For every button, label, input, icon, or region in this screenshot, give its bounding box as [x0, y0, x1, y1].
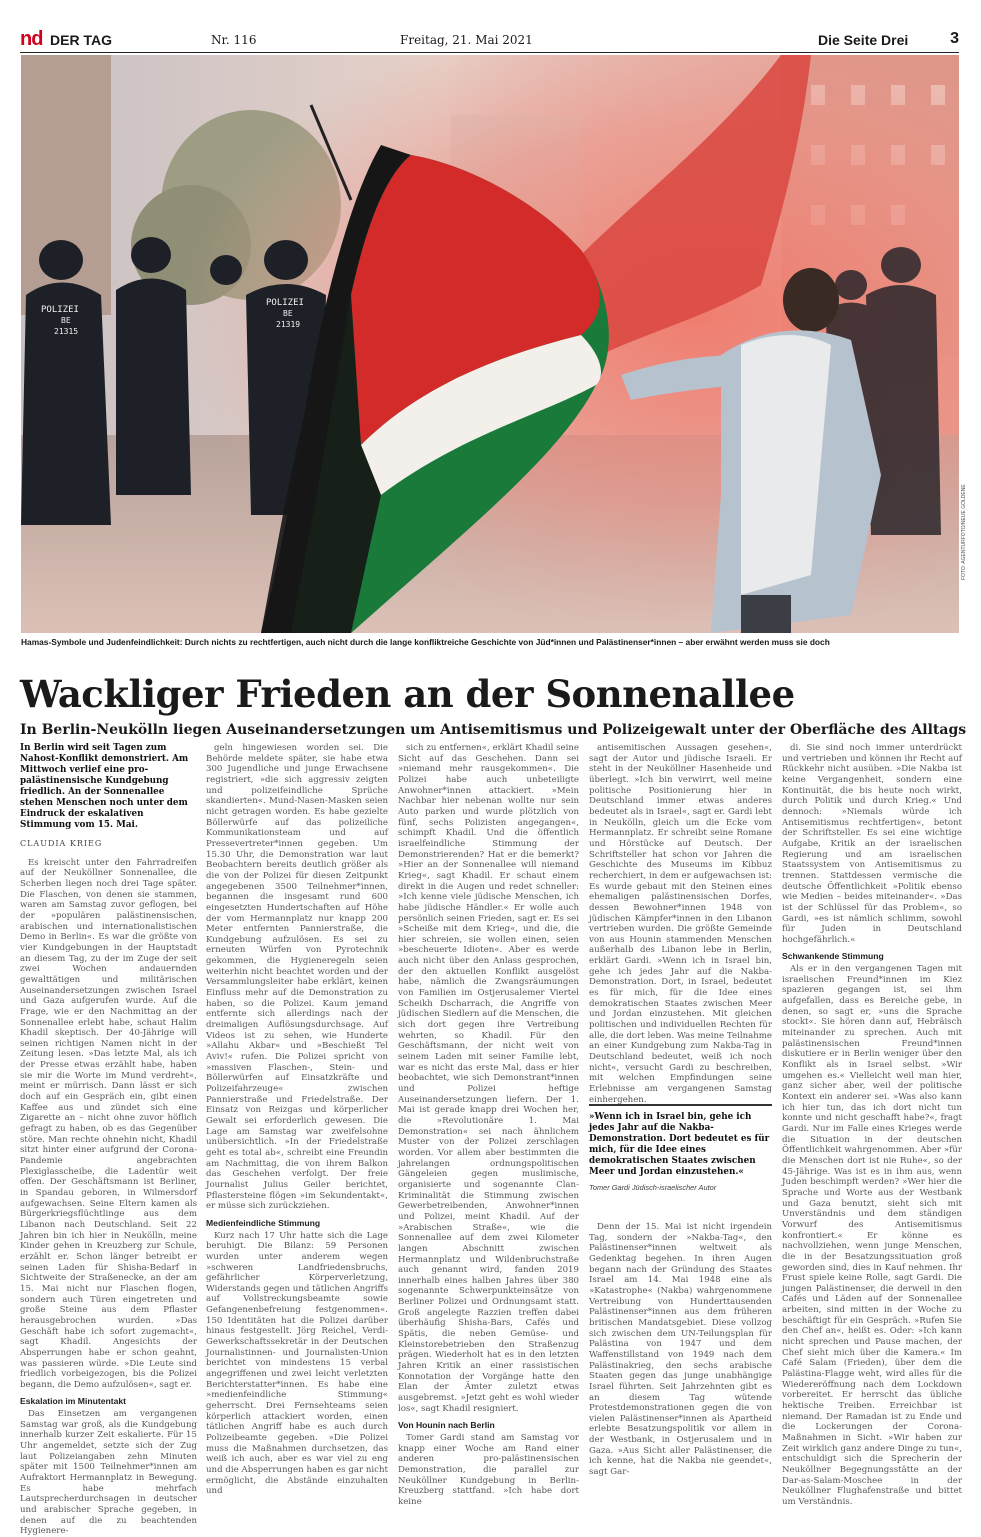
column-text: di. Sie sind noch immer unterdrückt und vertrieben und können ihr Recht auf Rückkehr nicht ausüben. »Die Nakba ist keine Vergangenheit, sondern eine Kontinuität, die bis heute noch wirkt, durch Politik und durch Krieg.« Und dennoch: »Niemals würde ich Antisemitismus rechtfertigen«, betont der Schriftsteller. Es sei eine wichtige Aufgabe, Kritik an der israelischen Regierung und am israelischen Staatssystem von Antisemitismus zu trennen. Stattdessen vermische die deutsche Öffentlichkeit »Politik ebenso wie Medien – beides miteinander«. »Das ist der Schlüssel für das Problem«, so Gardi, »es ist nämlich schlimm, sowohl für Juden in Deutschland hochgefährlich.« — [782, 743, 962, 945]
article-column-4b — [589, 1222, 772, 1478]
column-text: Denn der 15. Mai ist nicht irgendein Tag, sondern der »Nakba-Tag«, den Palästinenser*innen weltweit als Gedenktag begehen. In ihren Augen begann nach der Gründung des Staates Israel am 14. Mai 1948 eine als »Katastrophe« (Nakba) wahrgenommene Vertreibung von Hunderttausenden Palästinenser*innen aus dem früheren britischen Mandatsgebiet. Diese vollzog sich zwischen dem UN-Teilungsplan für Palästina von 1947 und dem Waffenstillstand von 1949 nach dem Palästinakrieg, den sechs arabische Staaten gegen das junge unabhängige Israel führten. Seit Jahrzehnten gibt es an diesem Tag wütende Protestdemonstrationen gegen die von vielen Palästinenser*innen als Apartheid erlebte Besatzungspolitik vor allem in der Westbank, in Ostjerusalem und in Gaza. »Aus Sicht aller Palästinenser, die ich kenne, hat die Nakba nie geendet«, sagt Gar- — [589, 1222, 772, 1478]
page-number: 3 — [950, 30, 959, 47]
nd-logo: nd — [20, 28, 43, 50]
column-subheading: Von Hounin nach Berlin — [398, 1420, 495, 1431]
article-subhead: In Berlin-Neukölln liegen Auseinandersetzungen um Antisemitismus und Polizeigewalt unter der Oberfläche des Alltags — [20, 722, 967, 738]
pull-quote-text: »Wenn ich in Israel bin, gehe ich jedes Jahr auf die Nakba-Demonstration. Dort bedeutet es für mich, für die Idee eines demokratischen Staates zwischen Meer und Jordan einzustehen.« — [589, 1112, 770, 1177]
issue-number: Nr. 116 — [211, 33, 257, 47]
svg-text:21315: 21315 — [54, 327, 79, 336]
column-text: Kurz nach 17 Uhr hatte sich die Lage beruhigt. Die Bilanz: 59 Personen wurden unter anderem wegen »schweren Landfriedensbruchs, gefährlicher Körperverletzung, Widerstands gegen und tätlichen Angriffs auf Vollstreckungsbeamte sowie Gefangenenbefreiung festgenommen«. 150 Identitäten hat die Polizei darüber hinaus festgestellt. Jörg Reichel, Verdi-Gewerkschaftssekretär in der Deutschen Journalistinnen- und Journalisten-Union berichtet von mindestens 15 verbal angegriffenen und zwei leicht verletzten Berichterstatter*innen. Es habe eine »medienfeindliche Stimmung« geherrscht. Drei Fernsehteams seien körperlich attackiert worden, einen tätlichen Angriff habe es auch durch Polizeibeamte gegeben. »Die Polizei muss die Maßnahmen durchsetzen, das weiß ich auch, aber es war viel zu eng und die Absperrungen haben es gar nicht ermöglicht, die Abstände einzuhalten und — [206, 1230, 388, 1497]
column-text: Es kreischt unter den Fahrradreifen auf der Neuköllner Sonnenallee, die Scherben liegen noch drei Tage später. Die Flaschen, von denen sie stammen, waren am Samstag zuvor geflogen, bei der »populären palästinensischen, arabischen und internationalistischen Demo in Berlin«. Es war die größte von vier Kundgebungen in der Hauptstadt an diesem Tag, zu der im Zuge der seit zwei Wochen andauernden gewalttätigen und militärischen Auseinandersetzungen zwischen Israel und Gaza aufgerufen wurde. Auf die Frage, wie er den Nachmittag an der Sonnenallee erlebt habe, schaut Halim Khadil skeptisch. Der 40-Jährige will seinen richtigen Namen nicht in der Zeitung lesen. »Das letzte Mal, als ich der Presse etwas erzählt habe, haben sie mir die Worte im Mund verdreht«, meint er mürrisch. Dann lässt er sich doch auf ein Gespräch ein, gibt einen Kaffee aus und zündet sich eine Zigarette an – nicht ohne zuvor höflich gefragt zu haben, ob es das Gegenüber störe. Man rechte ohnehin nicht, Khadil sitzt hinter einer aufgrund der Corona-Pandemie angebrachten Plexiglasscheibe, die Ladentür weit offen. Der Geschäftsmann ist Berliner, in Spandau geboren, in Wilmersdorf aufgewachsen. Seine Eltern kamen als Bürgerkriegsflüchtlinge aus dem Libanon nach Deutschland. Seit 22 Jahren bin ich hier in Neukölln, meine Kinder gehen in Kreuzberg zur Schule, erzählt er. Schon länger betreibt er seinen Laden für Shisha-Bedarf in Sichtweite der Straßenecke, an der am 15. Mai nicht nur Flaschen flogen, sondern auch Türen eingetreten und große Steine aus dem Pflaster herausgebrochen wurden. »Das Geschäft habe ich sofort zugemacht«, sagt Khadil. Angesichts der Absperrungen habe er schon geahnt, was passieren würde. »Die Leute sind friedlich vorbeigezogen, bis die Polizei begann, die Demo aufzulösen«, sagt er. — [20, 857, 197, 1390]
pull-quote-source: Tomer Gardi Jüdisch-israelischer Autor — [589, 1183, 717, 1192]
column-text: Als er in den vergangenen Tagen mit israelischen Freund*innen im Kiez spazieren gegangen ist, sei ihm aufgefallen, dass es Bereiche gebe, in denen, so sagt er, »uns die Sprache stockt«. Sie hören dann auf, Hebräisch miteinander zu sprechen. Auch mit palästinensischen Freund*innen diskutiere er in Berlin weniger über den Konflikt als in Israel selbst. »Wir umgehen es.« Vielleicht weil man hier, ganz sicher aber, weil der politische Kontext ein anderer sei. »Was also kann ich hier tun, das ich dort nicht tun konnte und nicht geschafft habe?«, fragt Gardi. Nur im Falle eines Krieges werde die Situation in der deutschen Öffentlichkeit wahrgenommen. Aber »für die Menschen dort ist nie Ruhe«, so der 45-Jährige. Was ist es in ihm aus, wenn Juden beschimpft werden? »Wer hier die Sprache und Worte aus der Westbank und Gaza benutzt, sieht sich mit Unverständnis und dem ständigen Vorwurf des Antisemitismus konfrontiert.« Er könne es nachvollziehen, wenn junge Menschen, die in der Besatzungssituation groß geworden sind, dies in Kauf nehmen. Ihr Frust spiele keine Rolle, sagt Gardi. Die jungen Palästinenser, die derweil in den Cafés und Läden auf der Sonnenallee arbeiten, sind mitten in der Woche zu beschäftigt für ein Gespräch. »Rufen Sie den Chef an«, heißt es. Oder: »Ich kann nicht sprechen und Pause machen, der Chef sieht mich über die Kamera.« Im Café Salam (Frieden), über dem die Palästina-Flagge weht, wird alles für die Wiedereröffnung nach dem Lockdown vorbereitet. Er herrscht das übliche hektische Treiben. Erreichbar ist niemand. Der Ramadan ist zu Ende und die Lockerungen der Corona-Maßnahmen in Sicht. »Wir haben zur Zeit wirklich ganz andere Dinge zu tun«, entschuldigt sich die Sprecherin der Neuköllner Begegnungsstätte an der Dar-as-Salam-Moschee in der Neuköllner Flughafenstraße und bittet um Verständnis. — [782, 964, 962, 1507]
column-text: sich zu entfernen«, erklärt Khadil seine Sicht auf das Geschehen. Dann sei »niemand mehr rausgekommen«. Die Polizei habe auch unbeteiligte Anwohner*innen attackiert. »Mein Nachbar hier nebenan wollte nur sein Auto parken und wurde plötzlich von fünf, sechs Polizisten angegangen«, schimpft Khadil. Und die öffentlich israelfeindliche Stimmung der Demonstrierenden? Hat er die bemerkt? »Hier an der Sonnenallee will niemand Krieg«, sagt Khadil. Er schaut einem direkt in die Augen und redet schneller: »Ich kenne viele jüdische Menschen, ich habe jüdische Händler.« Er wolle auch persönlich seinen Frieden, sagt er. Es sei »Scheiße mit dem Krieg«, und die, die hier schreien, sie wollen einen, seien »bescheuerte Idioten«. Aber es werde auch nicht über den Anlass gesprochen, der den aktuellen Konflikt ausgelöst habe, nämlich die Zwangsräumungen von Familien im Ostjerusalemer Viertel Scheikh Dscharrach, die Angriffe von jüdischen Siedlern auf die Menschen, die sich dort gegen ihre Vertreibung wehrten, so Khadil. Für den Geschäftsmann, der nicht weit von seinem Laden mit seiner Familie lebt, war es nicht das erste Mal, dass er hier beobachtet, wie sich Demonstrant*innen und Polizei heftige Auseinandersetzungen liefern. Der 1. Mai ist gerade knapp drei Wochen her, die »Revolutionäre 1. Mai Demonstration« sei nach ähnlichem Muster von der Polizei zerschlagen worden. Vor allem aber bestimmten die jahrelangen ordnungspolitischen Gängeleien gegen muslimische, organisierte und sogenannte Clan-Kriminalität die Stimmung zwischen Gewerbetreibenden, Anwohner*innen und Polizei, meint Khadil. Auf der »Arabischen Straße«, wie die Sonnenallee auf dem zwei Kilometer langen Abschnitt zwischen Hermannplatz und Wildenbruchstraße auch genannt wird, fanden 2019 innerhalb eines halben Jahres über 380 sogenannte Schwerpunkteinsätze von Berliner Polizei und Ordnungsamt statt. Groß angelegte Razzien treffen dabei überhäufig Shisha-Bars, Cafés und Spätis, die neben Gemüse- und Kleinstorebetrieben den Straßenzug prägen. Wiederholt hat es in den letzten Jahren Kritik an einer rassistischen Konnotation der Vorgänge hatte den Elan der Ämter zuletzt etwas ausgebremst. »Jetzt geht es wohl wieder los«, sagt Khadil resigniert. — [398, 743, 579, 1414]
page-section: Die Seite Drei — [818, 32, 909, 48]
lead-photo — [21, 55, 959, 633]
article-column-2 — [206, 743, 388, 1497]
article-column-4 — [589, 743, 772, 1105]
page-header — [20, 30, 959, 53]
column-text: Tomer Gardi stand am Samstag vor knapp einer Woche am Rand einer anderen pro-palästinensischen Demonstration, die parallel zur Neuköllner Kundgebung in Berlin-Kreuzberg stattfand. »Ich habe dort keine — [398, 1433, 579, 1507]
article-column-3 — [398, 743, 579, 1507]
protest-flag-illustration — [21, 55, 959, 633]
svg-text:21319: 21319 — [276, 320, 301, 329]
photo-credit: FOTO: AGENTURFOTO/NEUE GOLDENE — [961, 484, 967, 580]
issue-date: Freitag, 21. Mai 2021 — [400, 33, 533, 47]
article-column-5 — [782, 743, 962, 1507]
section-name: DER TAG — [50, 32, 112, 48]
svg-text:BE: BE — [61, 316, 71, 325]
pull-quote — [589, 1104, 772, 1193]
column-text: geln hingewiesen worden sei. Die Behörde meldete später, sie habe etwa 300 Jugendliche und junge Erwachsene registriert, »die sich aggressiv zeigten und polizeifeindliche Sprüche skandierten«. Mund-Nasen-Masken seien nicht getragen worden. Es habe gezielte Böllerwürfe auf das polizeiliche Kommunikationsteam und auf Pressevertreter*innen gegeben. Um 15.30 Uhr, die Demonstration war laut Beobachtern bereits deutlich größer als die von der Polizei für diesen Zeitpunkt angegebenen 3500 Teilnehmer*innen, begannen die insgesamt rund 600 eingesetzten Hundertschaften auf Höhe der vom Hermannplatz nur knapp 200 Meter entfernten Pannierstraße, die Kundgebung aufzulösen. Es sei zu erneuten Würfen von Pyrotechnik gekommen, die Hygieneregeln seien weiterhin nicht beachtet worden und der Versammlungsleiter habe erklärt, keinen Einfluss mehr auf die Demonstration zu haben, so die Polizei. Kaum jemand entfernte sich allerdings nach der dreimaligen Auflösungsdurchsage. Auf Videos ist zu sehen, wie Hunderte »Allahu Akbar« und »Beschießt Tel Aviv!« rufen. Die Polizei spricht von »massiven Flaschen-, Stein- und Böllerwürfen auf Einsatzkräfte und Polizeifahrzeuge« zwischen Pannierstraße und Friedelstraße. Der Einsatz von Reizgas und körperlicher Gewalt sei erforderlich gewesen. Die Lage am Samstag war zweifelsohne unübersichtlich. »In der Friedelstraße geht es total ab«, schreibt eine Freundin am Nachmittag, die von ihrem Balkon das Geschehen verfolgt. Der freie Journalist Julius Geiler berichtet, Pflastersteine flögen »im Sekundentakt«, er müsse sich zurückziehen. — [206, 743, 388, 1212]
article-author: CLAUDIA KRIEG — [20, 839, 103, 848]
column-text: Das Einsetzen am vergangenen Samstag war groß, als die Kundgebung innerhalb kurzer Zeit eskalierte. Für 15 Uhr angemeldet, setzte sich der Zug laut Polizeiangaben zehn Minuten später mit 1500 Teilnehmer*innen am Aufraktort Hermannplatz in Bewegung. Es habe mehrfach Lautsprecherdurchsagen in deutscher und arabischer Sprache gegeben, in denen auf die zu beachtenden Hygienere- — [20, 1409, 197, 1537]
column-subheading: Medienfeindliche Stimmung — [206, 1217, 321, 1228]
column-text: antisemitischen Aussagen gesehen«, sagt der Autor und jüdische Israeli. Er steht in der Neuköllner Hasenheide und überlegt. »Ich bin verwirrt, weil meine politische Positionierung hier in Deutschland immer etwas anderes bedeutet als in Israel«, sagt er. Gardi lebt in Neukölln, gleich um die Ecke vom Hermannplatz. Er schreibt seine Romane und Hörstücke auf Deutsch. Der Schriftsteller hat schon vor Jahren die Geschichte des Museums im Kibbuz recherchiert, in dem er aufgewachsen ist: Es wurde gebaut mit den Steinen eines ehemaligen palästinensischen Dorfes, dessen Bewohner*innen 1948 von jüdischen Kämpfer*innen in den Libanon vertrieben wurden. Die größte Gemeinde von aus Hounin stammenden Menschen außerhalb des Libanon lebe in Berlin, erklärt Gardi. »Wenn ich in Israel bin, gehe ich jedes Jahr auf die Nakba-Demonstration. Dort, in Israel, bedeutet es für mich, für die Idee eines demokratischen Staates zwischen Meer und Jordan einzustehen. Mit gleichen politischen und individuellen Rechten für alle, die dort leben. Was meine Teilnahme an einer Kundgebung zum Nakba-Tag in Deutschland bedeutet, weiß ich noch nicht«, versucht Gardi zu beschreiben, mit welchen Empfindungen seine Erlebnisse am vergangenen Samstag einhergehen. — [589, 743, 772, 1105]
police-label-2: POLIZEI — [266, 298, 304, 308]
column-subheading: Eskalation im Minutentakt — [20, 1396, 127, 1407]
article-column-1 — [20, 743, 197, 1537]
article-lead: In Berlin wird seit Tagen zum Nahost-Konflikt demonstriert. Am Mittwoch verlief eine pro-palästinensische Kundgebung friedlich. An der Sonnenallee stehen Menschen noch unter dem Eindruck der eskalativen Stimmung vom 15. Mai. — [20, 743, 189, 830]
column-subheading: Schwankende Stimmung — [782, 951, 884, 962]
photo-caption: Hamas-Symbole und Judenfeindlichkeit: Durch nichts zu rechtfertigen, auch nicht durch die lange konfliktreiche Geschichte von Jüd*innen und Palästinenser*innen – aber erwähnt werden muss sie doch — [21, 637, 830, 647]
article-headline: Wackliger Frieden an der Sonnenallee — [20, 672, 795, 716]
svg-text:BE: BE — [283, 309, 293, 318]
police-label-1: POLIZEI — [41, 305, 79, 315]
